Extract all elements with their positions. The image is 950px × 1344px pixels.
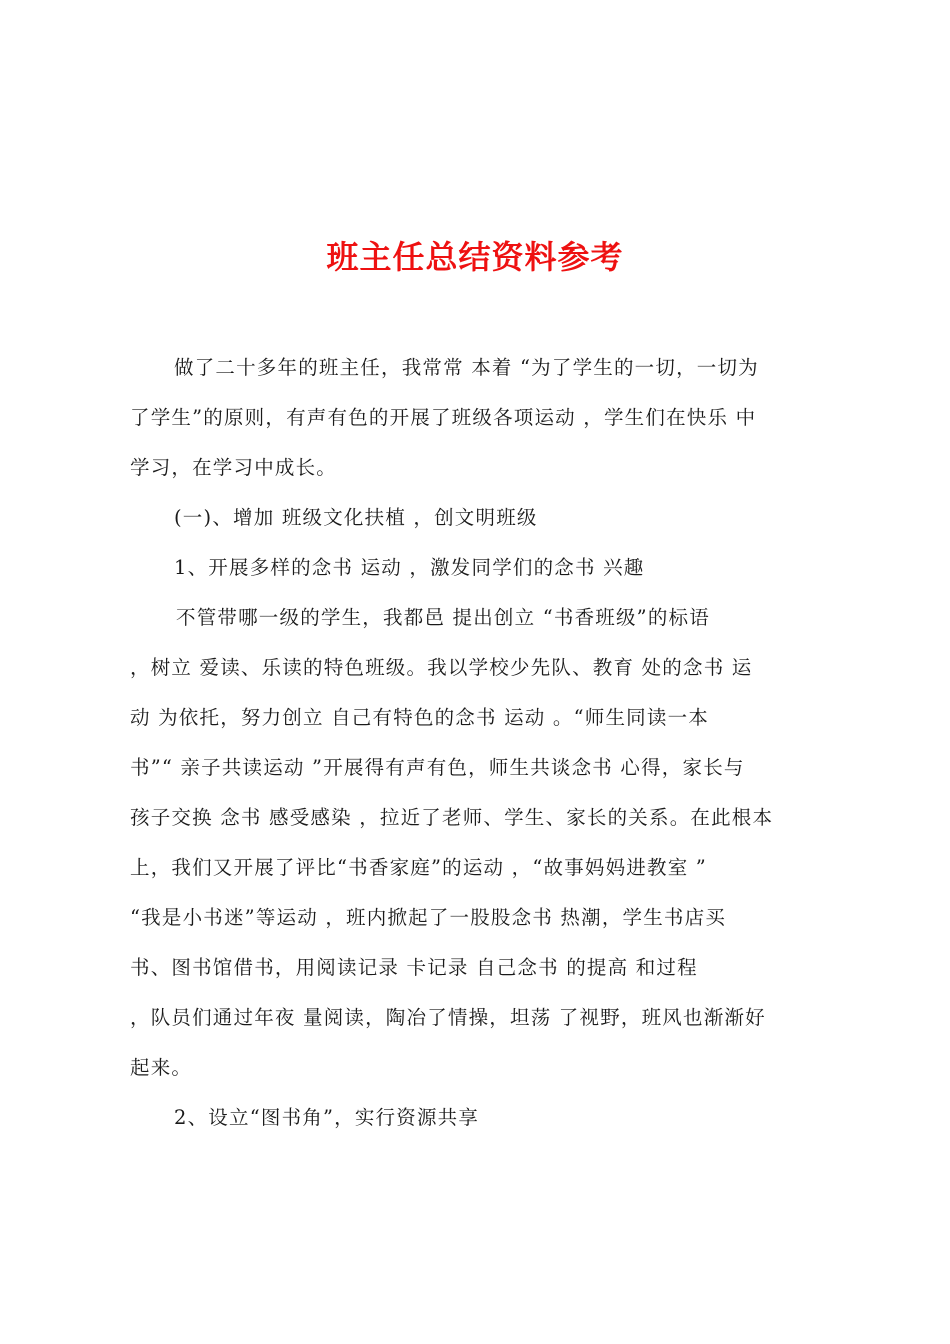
text-line: 起来。 [130, 1056, 193, 1079]
document-body [130, 343, 830, 1143]
section-heading [130, 493, 830, 543]
item-heading-1 [130, 543, 830, 593]
text-line: 动 为依托，努力创立 自己有特色的念书 运动 。“师生同读一本 [130, 706, 709, 729]
text-line: 书”“ 亲子共读运动 ”开展得有声有色，师生共谈念书 心得，家长与 [130, 756, 745, 779]
text-line: ，树立 爱读、乐读的特色班级。我以学校少先队、教育 处的念书 运 [130, 656, 753, 679]
text-line: 书、图书馆借书，用阅读记录 卡记录 自己念书 的提高 和过程 [130, 956, 698, 979]
document-title: 班主任总结资料参考 [326, 238, 624, 277]
intro-paragraph [130, 343, 830, 493]
text-line: 孩子交换 念书 感受感染 ，拉近了老师、学生、家长的关系。在此根本 [130, 806, 774, 829]
item-1-paragraph [130, 593, 830, 1093]
text-line: 不管带哪一级的学生，我都邑 提出创立 “书香班级”的标语 [176, 606, 710, 629]
text-line: 2、设立“图书角”，实行资源共享 [174, 1106, 480, 1129]
text-line: 做了二十多年的班主任，我常常 本着 “为了学生的一切，一切为 [174, 356, 759, 379]
item-heading-2 [130, 1093, 830, 1143]
text-line: “我是小书迷”等运动 ，班内掀起了一股股念书 热潮，学生书店买 [130, 906, 727, 929]
text-line: (一)、增加 班级文化扶植 ，创文明班级 [174, 506, 538, 529]
text-line: ，队员们通过年夜 量阅读，陶冶了情操，坦荡 了视野，班风也渐渐好 [130, 1006, 766, 1029]
text-line: 1、开展多样的念书 运动 ，激发同学们的念书 兴趣 [174, 556, 645, 579]
text-line: 了学生”的原则，有声有色的开展了班级各项运动 ，学生们在快乐 中 [130, 406, 757, 429]
text-line: 学习，在学习中成长。 [130, 456, 338, 479]
text-line: 上，我们又开展了评比“书香家庭”的运动 ，“故事妈妈进教室 ” [130, 856, 707, 879]
